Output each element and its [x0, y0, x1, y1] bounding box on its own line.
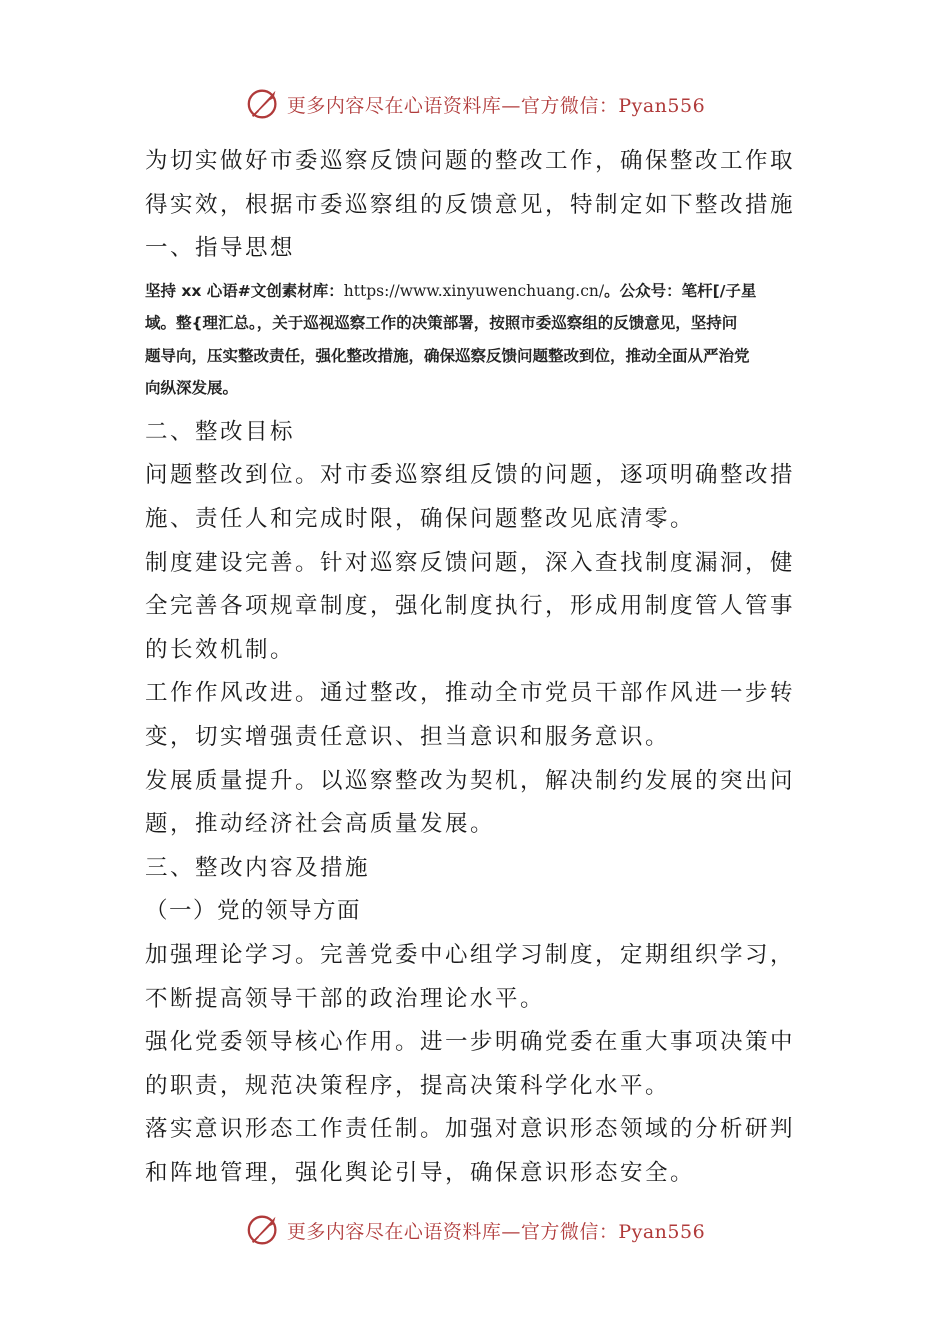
goals-line-1: 问题整改到位。对市委巡察组反馈的问题，逐项明确整改措	[145, 462, 796, 489]
goals-line-4: 全完善各项规章制度，强化制度执行，形成用制度管人管事	[145, 593, 796, 620]
measures-line-5: 落实意识形态工作责任制。加强对意识形态领域的分析研判	[145, 1116, 796, 1143]
footer-watermark-banner	[0, 1208, 950, 1252]
watermark-paragraph-line-4: 向纵深发展。	[145, 379, 239, 398]
goals-line-5: 的长效机制。	[145, 636, 296, 663]
goals-line-2: 施、责任人和完成时限，确保问题整改见底清零。	[145, 505, 696, 532]
goals-line-8: 发展质量提升。以巡察整改为契机，解决制约发展的突出问	[145, 767, 796, 794]
watermark-paragraph-line-1: 坚持 xx 心语#文创素材库：https://www.xinyuwenchuang.cn/。公众号：笔杆[/子星	[145, 281, 757, 300]
intro-line-1: 为切实做好市委巡察反馈问题的整改工作，确保整改工作取	[145, 148, 796, 174]
goals-line-7: 变，切实增强责任意识、担当意识和服务意识。	[145, 723, 671, 750]
section-heading-goals: 二、整改目标	[145, 418, 296, 445]
subsection-heading-party-leadership: （一）党的领导方面	[145, 898, 362, 925]
watermark-paragraph-line-2: 域。整{理汇总。，关于巡视巡察工作的决策部署，按照市委巡察组的反馈意见，坚持问	[145, 314, 738, 333]
feather-pen-icon	[245, 1211, 283, 1249]
measures-line-3: 强化党委领导核心作用。进一步明确党委在重大事项决策中	[145, 1029, 796, 1056]
intro-line-2: 得实效，根据市委巡察组的反馈意见，特制定如下整改措施	[145, 191, 796, 218]
resource-url-text: https://www.xinyuwenchuang.cn/	[343, 281, 605, 300]
header-watermark-text: 更多内容尽在心语资料库—官方微信：Pyan556	[286, 94, 706, 117]
section-heading-guiding-ideology: 一、指导思想	[145, 235, 296, 262]
section-heading-measures: 三、整改内容及措施	[145, 854, 371, 881]
header-watermark-banner	[0, 82, 950, 126]
document-body	[145, 140, 810, 1195]
goals-line-3: 制度建设完善。针对巡察反馈问题，深入查找制度漏洞，健	[145, 549, 796, 576]
measures-line-4: 的职责，规范决策程序，提高决策科学化水平。	[145, 1072, 671, 1099]
watermark-paragraph-line-3: 题导向，压实整改责任，强化整改措施，确保巡察反馈问题整改到位，推动全面从严治党	[145, 346, 750, 365]
goals-line-6: 工作作风改进。通过整改，推动全市党员干部作风进一步转	[145, 680, 796, 707]
goals-line-9: 题，推动经济社会高质量发展。	[145, 811, 496, 838]
measures-line-2: 不断提高领导干部的政治理论水平。	[145, 985, 546, 1012]
feather-pen-icon	[245, 85, 283, 123]
measures-line-1: 加强理论学习。完善党委中心组学习制度，定期组织学习，	[145, 941, 796, 968]
footer-watermark-text: 更多内容尽在心语资料库—官方微信：Pyan556	[286, 1220, 706, 1243]
measures-line-6: 和阵地管理，强化舆论引导，确保意识形态安全。	[145, 1159, 696, 1186]
